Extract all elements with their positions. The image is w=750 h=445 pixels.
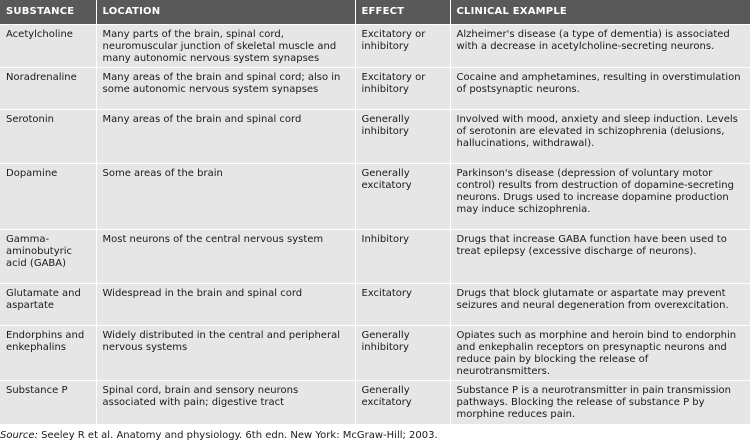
- cell-clinical: Drugs that increase GABA function have been used to treat epilepsy (excessive discharge of neurons).: [450, 229, 750, 283]
- table-row: [0, 283, 750, 325]
- cell-location: Many areas of the brain and spinal cord; also in some autonomic nervous system synapses: [96, 67, 355, 109]
- cell-clinical: Drugs that block glutamate or aspartate may prevent seizures and neural degeneration from overexcitation.: [450, 283, 750, 325]
- cell-location: Many parts of the brain, spinal cord, neuromuscular junction of skeletal muscle and many autonomic nervous system synapses: [96, 24, 355, 67]
- source-citation: [0, 430, 438, 442]
- source-label: Source:: [0, 430, 38, 441]
- cell-effect: Generally inhibitory: [355, 325, 450, 380]
- table-row: [0, 163, 750, 229]
- cell-clinical: Alzheimer's disease (a type of dementia) is associated with a decrease in acetylcholine-secreting neurons.: [450, 24, 750, 67]
- source-text: Seeley R et al. Anatomy and physiology. 6th edn. New York: McGraw-Hill; 2003.: [37, 430, 438, 441]
- table-header-row: [0, 0, 750, 24]
- cell-substance: Dopamine: [0, 163, 96, 229]
- cell-clinical: Cocaine and amphetamines, resulting in overstimulation of postsynaptic neurons.: [450, 67, 750, 109]
- cell-substance: Gamma-aminobutyric acid (GABA): [0, 229, 96, 283]
- cell-location: Spinal cord, brain and sensory neurons associated with pain; digestive tract: [96, 380, 355, 424]
- table-row: [0, 109, 750, 163]
- cell-clinical: Involved with mood, anxiety and sleep induction. Levels of serotonin are elevated in schizophrenia (delusions, hallucinations, withdrawal).: [450, 109, 750, 163]
- table-row: [0, 67, 750, 109]
- table-row: [0, 24, 750, 67]
- header-location: LOCATION: [96, 0, 355, 24]
- cell-clinical: Substance P is a neurotransmitter in pain transmission pathways. Blocking the release of substance P by morphine reduces pain.: [450, 380, 750, 424]
- cell-effect: Generally excitatory: [355, 380, 450, 424]
- header-clinical-example: CLINICAL EXAMPLE: [456, 5, 567, 17]
- header-effect: EFFECT: [355, 0, 450, 24]
- table-row: [0, 325, 750, 380]
- cell-substance: Endorphins and enkephalins: [0, 325, 96, 380]
- cell-location: Some areas of the brain: [96, 163, 355, 229]
- cell-substance: Substance P: [0, 380, 96, 424]
- cell-effect: Excitatory: [355, 283, 450, 325]
- cell-location: Widely distributed in the central and peripheral nervous systems: [96, 325, 355, 380]
- cell-clinical: Opiates such as morphine and heroin bind to endorphin and enkephalin receptors on presynaptic neurons and reduce pain by blocking the release of neurotransmitters.: [450, 325, 750, 380]
- table-row: [0, 380, 750, 424]
- table-row: [0, 229, 750, 283]
- header-substance: SUBSTANCE: [0, 0, 96, 24]
- cell-substance: Noradrenaline: [0, 67, 96, 109]
- cell-substance: Acetylcholine: [0, 24, 96, 67]
- cell-effect: Generally inhibitory: [355, 109, 450, 163]
- cell-effect: Inhibitory: [355, 229, 450, 283]
- cell-location: Many areas of the brain and spinal cord: [96, 109, 355, 163]
- cell-effect: Excitatory or inhibitory: [355, 24, 450, 67]
- cell-location: Widespread in the brain and spinal cord: [96, 283, 355, 325]
- cell-effect: Generally excitatory: [355, 163, 450, 229]
- cell-clinical: Parkinson's disease (depression of voluntary motor control) results from destruction of dopamine-secreting neurons. Drugs used to increase dopamine production may induce schizophrenia.: [450, 163, 750, 229]
- cell-effect: Excitatory or inhibitory: [355, 67, 450, 109]
- cell-location: Most neurons of the central nervous system: [96, 229, 355, 283]
- cell-substance: Serotonin: [0, 109, 96, 163]
- cell-substance: Glutamate and aspartate: [0, 283, 96, 325]
